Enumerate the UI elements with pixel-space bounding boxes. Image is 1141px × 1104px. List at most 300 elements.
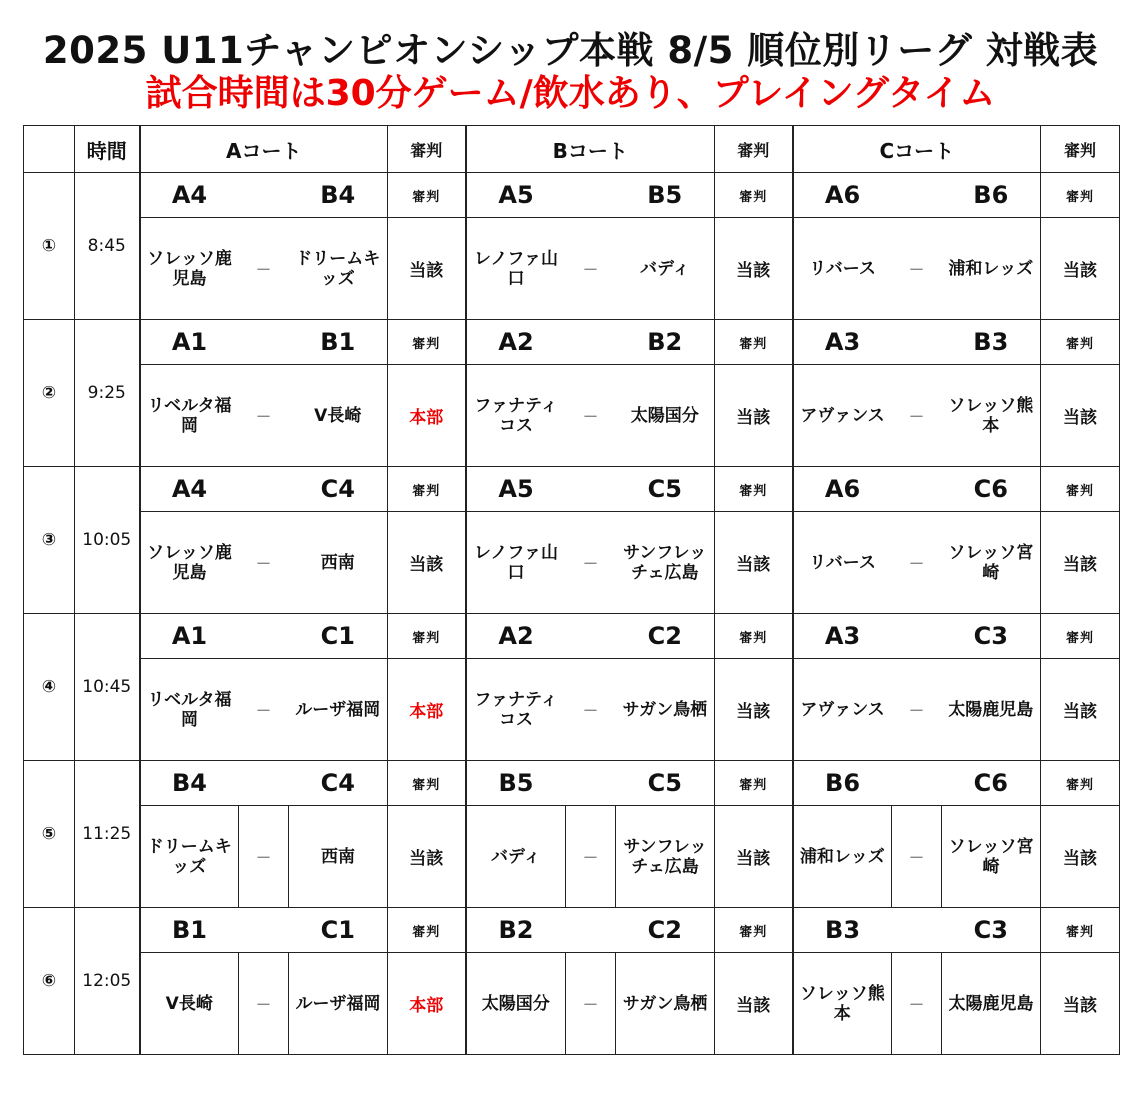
home-code-label: A3 <box>824 622 861 650</box>
away-team <box>616 365 715 467</box>
page-subtitle: 試合時間は30分ゲーム/飲水あり、プレイングタイム <box>145 73 996 114</box>
away-code <box>616 908 715 953</box>
versus-dash <box>892 218 942 320</box>
versus-dash-label: － <box>255 554 272 573</box>
versus-dash <box>566 365 616 467</box>
away-team-name: 浦和レッズ <box>948 258 1034 279</box>
round-number-label: ③ <box>41 530 57 550</box>
referee-label: 審判 <box>739 483 768 499</box>
home-code-label: B4 <box>172 769 207 797</box>
referee-assignment-label: 当該 <box>736 555 771 575</box>
away-team-name: サンフレッチェ広島 <box>623 836 707 877</box>
round-teams-row <box>24 953 1120 1055</box>
away-code-label: B1 <box>320 328 356 356</box>
versus-dash-label: － <box>908 554 925 573</box>
round-number-label: ⑥ <box>41 971 57 991</box>
away-team-name: 西南 <box>320 552 355 573</box>
away-team-name: 太陽鹿児島 <box>948 699 1034 720</box>
home-code-label: B3 <box>825 916 861 944</box>
home-code <box>793 320 892 365</box>
versus-dash <box>239 659 289 761</box>
round-codes-row <box>24 908 1120 953</box>
away-code <box>616 467 715 512</box>
away-code <box>942 467 1041 512</box>
home-code <box>466 467 566 512</box>
referee-label-cell <box>715 908 793 953</box>
away-code-label: B5 <box>647 181 683 209</box>
away-team <box>616 218 715 320</box>
versus-dash <box>566 218 616 320</box>
versus-dash-label: － <box>255 701 272 720</box>
home-team-name: アヴァンス <box>800 405 885 426</box>
referee-assignment-label: 当該 <box>409 849 444 869</box>
home-team <box>793 218 892 320</box>
code-spacer <box>892 467 942 512</box>
home-team <box>793 365 892 467</box>
header-round-cell <box>24 126 75 173</box>
versus-dash <box>239 512 289 614</box>
referee-assignment <box>388 365 466 467</box>
referee-label: 審判 <box>412 777 441 793</box>
versus-dash <box>566 659 616 761</box>
versus-dash <box>566 512 616 614</box>
versus-dash-label: － <box>908 995 925 1014</box>
versus-dash-label: － <box>908 701 925 720</box>
referee-label-cell <box>1041 173 1120 218</box>
referee-assignment-label: 当該 <box>1063 996 1098 1016</box>
away-code-label: C5 <box>647 769 682 797</box>
away-team <box>942 365 1041 467</box>
away-code <box>289 320 388 365</box>
home-team-name: 太陽国分 <box>481 993 550 1014</box>
home-team-name: V長崎 <box>165 993 213 1014</box>
away-code-label: C2 <box>647 916 682 944</box>
versus-dash-label: － <box>255 995 272 1014</box>
round-time-label: 11:25 <box>82 824 132 844</box>
referee-label: 審判 <box>412 336 441 352</box>
referee-label: 審判 <box>1066 777 1095 793</box>
away-team-name: 太陽鹿児島 <box>948 993 1034 1014</box>
code-spacer <box>892 908 942 953</box>
away-code <box>942 614 1041 659</box>
referee-assignment-label: 本部 <box>409 408 444 428</box>
referee-assignment-label: 当該 <box>1063 555 1098 575</box>
home-team-name: アヴァンス <box>800 699 885 720</box>
referee-label-cell <box>715 614 793 659</box>
away-team <box>289 953 388 1055</box>
round-time <box>75 761 140 908</box>
code-spacer <box>566 908 616 953</box>
away-team-name: サンフレッチェ広島 <box>623 542 707 583</box>
home-team <box>466 806 566 908</box>
versus-dash-label: － <box>582 995 599 1014</box>
round-teams-row <box>24 659 1120 761</box>
home-code-label: A1 <box>171 328 208 356</box>
code-spacer <box>239 173 289 218</box>
versus-dash <box>239 806 289 908</box>
round-number <box>24 320 75 467</box>
header-ref-b: 審判 <box>715 126 793 173</box>
home-team-name: レノファ山口 <box>474 542 558 583</box>
round-number <box>24 908 75 1055</box>
round-time <box>75 908 140 1055</box>
away-code-label: B2 <box>647 328 683 356</box>
versus-dash-label: － <box>908 407 925 426</box>
referee-assignment-label: 当該 <box>736 261 771 281</box>
versus-dash-label: － <box>255 848 272 867</box>
referee-assignment <box>715 365 793 467</box>
home-team-name: ソレッソ鹿児島 <box>147 542 232 583</box>
home-team <box>466 365 566 467</box>
away-team <box>942 806 1041 908</box>
away-code-label: C3 <box>973 622 1008 650</box>
referee-assignment-label: 当該 <box>409 261 444 281</box>
home-code <box>140 761 239 806</box>
home-team <box>140 218 239 320</box>
referee-assignment-label: 当該 <box>1063 849 1098 869</box>
round-time-label: 10:45 <box>82 677 132 697</box>
round-number <box>24 761 75 908</box>
home-code <box>793 761 892 806</box>
home-team <box>466 218 566 320</box>
code-spacer <box>566 173 616 218</box>
away-team <box>289 659 388 761</box>
referee-label: 審判 <box>1066 924 1095 940</box>
away-code-label: C1 <box>320 622 355 650</box>
versus-dash <box>566 953 616 1055</box>
home-team-name: リバース <box>809 552 876 573</box>
code-spacer <box>239 908 289 953</box>
referee-assignment-label: 当該 <box>736 408 771 428</box>
referee-label: 審判 <box>1066 189 1095 205</box>
round-number-label: ⑤ <box>41 824 57 844</box>
referee-label-cell <box>1041 908 1120 953</box>
round-teams-row <box>24 365 1120 467</box>
versus-dash-label: － <box>582 701 599 720</box>
home-code-label: A4 <box>171 475 208 503</box>
versus-dash-label: － <box>582 407 599 426</box>
page-title: 2025 U11チャンピオンシップ本戦 8/5 順位別リーグ 対戦表 <box>42 29 1099 72</box>
home-code-label: A2 <box>498 622 534 650</box>
referee-assignment-label: 当該 <box>1063 261 1098 281</box>
code-spacer <box>239 320 289 365</box>
referee-label-cell <box>1041 320 1120 365</box>
round-number-label: ④ <box>41 677 57 697</box>
referee-label: 審判 <box>739 189 768 205</box>
home-code-label: B5 <box>498 769 534 797</box>
home-team-name: リバース <box>809 258 876 279</box>
away-team <box>289 365 388 467</box>
away-team <box>289 512 388 614</box>
away-team <box>289 218 388 320</box>
home-code-label: A6 <box>824 181 861 209</box>
referee-label: 審判 <box>412 483 441 499</box>
code-spacer <box>566 761 616 806</box>
home-team-name: ソレッソ鹿児島 <box>147 248 232 289</box>
away-code <box>289 614 388 659</box>
referee-label: 審判 <box>739 336 768 352</box>
code-spacer <box>239 614 289 659</box>
versus-dash <box>239 953 289 1055</box>
home-team <box>140 365 239 467</box>
away-team <box>289 806 388 908</box>
home-team-name: ファナティコス <box>474 689 558 730</box>
referee-label: 審判 <box>1066 483 1095 499</box>
away-code-label: B3 <box>973 328 1009 356</box>
referee-assignment <box>388 512 466 614</box>
away-team-name: ルーザ福岡 <box>295 699 381 720</box>
round-number <box>24 467 75 614</box>
home-code-label: B6 <box>825 769 861 797</box>
away-team <box>616 512 715 614</box>
referee-label-cell <box>388 320 466 365</box>
round-number-label: ① <box>41 236 57 256</box>
home-code <box>466 761 566 806</box>
code-spacer <box>239 761 289 806</box>
away-team-name: 西南 <box>321 846 355 867</box>
schedule-table <box>23 125 1120 1055</box>
away-team-name: ソレッソ宮崎 <box>948 542 1034 583</box>
home-team-name: ファナティコス <box>474 395 558 436</box>
away-team <box>942 953 1041 1055</box>
referee-assignment-label: 当該 <box>1063 408 1098 428</box>
referee-label: 審判 <box>739 924 768 940</box>
away-team-name: サガン鳥栖 <box>622 699 708 720</box>
versus-dash-label: － <box>908 848 925 867</box>
round-number-label: ② <box>41 383 57 403</box>
home-code <box>140 614 239 659</box>
home-code-label: A6 <box>824 475 861 503</box>
referee-label: 審判 <box>1066 630 1095 646</box>
home-code-label: A3 <box>824 328 861 356</box>
referee-label-cell <box>715 761 793 806</box>
round-time-label: 8:45 <box>87 236 126 256</box>
away-team-name: V長崎 <box>314 405 362 426</box>
header-court-a: Aコート <box>140 126 388 173</box>
referee-assignment-label: 当該 <box>736 702 771 722</box>
away-team-name: ソレッソ熊本 <box>948 395 1034 436</box>
away-team-name: ドリームキッズ <box>295 248 381 289</box>
away-code-label: C3 <box>973 916 1008 944</box>
round-time <box>75 467 140 614</box>
home-code-label: A1 <box>171 622 208 650</box>
away-team-name: ルーザ福岡 <box>295 993 381 1014</box>
home-team-name: レノファ山口 <box>474 248 558 289</box>
round-codes-row <box>24 173 1120 218</box>
home-code <box>793 908 892 953</box>
home-code <box>793 614 892 659</box>
home-team <box>140 806 239 908</box>
away-code-label: C5 <box>647 475 682 503</box>
referee-assignment <box>1041 806 1120 908</box>
referee-label-cell <box>1041 761 1120 806</box>
referee-label-cell <box>388 614 466 659</box>
header-court-c: Cコート <box>793 126 1041 173</box>
referee-assignment <box>388 659 466 761</box>
away-team <box>616 953 715 1055</box>
referee-label-cell <box>715 320 793 365</box>
home-team-name: リベルタ福岡 <box>147 395 232 436</box>
referee-assignment-label: 当該 <box>1063 702 1098 722</box>
header-row <box>24 126 1120 173</box>
away-code-label: C2 <box>647 622 682 650</box>
home-team-name: 浦和レッズ <box>799 846 885 867</box>
code-spacer <box>892 614 942 659</box>
round-number <box>24 173 75 320</box>
round-codes-row <box>24 320 1120 365</box>
home-team-name: ドリームキッズ <box>146 836 232 877</box>
referee-label-cell <box>388 467 466 512</box>
referee-assignment <box>715 659 793 761</box>
referee-label: 審判 <box>412 924 441 940</box>
round-time-label: 10:05 <box>82 530 132 550</box>
home-team <box>793 512 892 614</box>
home-team <box>793 953 892 1055</box>
away-code <box>942 320 1041 365</box>
referee-assignment-label: 本部 <box>409 996 444 1016</box>
away-code-label: C6 <box>973 475 1008 503</box>
away-code <box>616 320 715 365</box>
round-number <box>24 614 75 761</box>
referee-label-cell <box>715 173 793 218</box>
home-code <box>466 173 566 218</box>
referee-label: 審判 <box>412 189 441 205</box>
versus-dash <box>892 512 942 614</box>
home-team <box>140 953 239 1055</box>
home-team-name: バディ <box>490 846 541 867</box>
referee-assignment <box>1041 218 1120 320</box>
home-team <box>140 512 239 614</box>
away-code <box>616 173 715 218</box>
code-spacer <box>239 467 289 512</box>
versus-dash <box>892 659 942 761</box>
home-code-label: A4 <box>171 181 208 209</box>
versus-dash-label: － <box>908 260 925 279</box>
home-code <box>466 908 566 953</box>
referee-assignment <box>715 953 793 1055</box>
away-team <box>942 659 1041 761</box>
referee-assignment-label: 当該 <box>736 996 771 1016</box>
home-code <box>793 467 892 512</box>
away-code <box>616 614 715 659</box>
home-code-label: B1 <box>172 916 207 944</box>
round-time <box>75 320 140 467</box>
versus-dash <box>892 365 942 467</box>
away-code <box>942 173 1041 218</box>
code-spacer <box>892 173 942 218</box>
home-team <box>793 659 892 761</box>
home-team <box>793 806 892 908</box>
away-code-label: C6 <box>973 769 1008 797</box>
referee-assignment <box>1041 659 1120 761</box>
home-code <box>466 320 566 365</box>
round-time-label: 9:25 <box>87 383 126 403</box>
referee-label: 審判 <box>739 630 768 646</box>
versus-dash <box>239 218 289 320</box>
away-code-label: C1 <box>320 916 355 944</box>
round-time-label: 12:05 <box>82 971 132 991</box>
away-code <box>289 467 388 512</box>
versus-dash-label: － <box>255 407 272 426</box>
referee-label-cell <box>388 173 466 218</box>
home-team-name: ソレッソ熊本 <box>799 983 885 1024</box>
away-team <box>616 659 715 761</box>
referee-label: 審判 <box>1066 336 1095 352</box>
referee-assignment-label: 当該 <box>736 849 771 869</box>
referee-label-cell <box>1041 614 1120 659</box>
header-ref-c: 審判 <box>1041 126 1120 173</box>
referee-assignment <box>388 806 466 908</box>
away-team-name: ソレッソ宮崎 <box>948 836 1034 877</box>
away-team-name: バディ <box>639 258 690 279</box>
referee-assignment <box>715 218 793 320</box>
referee-assignment <box>715 806 793 908</box>
home-code <box>140 173 239 218</box>
away-team <box>942 512 1041 614</box>
referee-assignment <box>388 218 466 320</box>
away-code-label: B4 <box>320 181 356 209</box>
away-code <box>616 761 715 806</box>
home-code <box>140 467 239 512</box>
home-code-label: B2 <box>498 916 534 944</box>
versus-dash-label: － <box>582 260 599 279</box>
referee-label-cell <box>388 761 466 806</box>
code-spacer <box>566 467 616 512</box>
header-ref-a: 審判 <box>388 126 466 173</box>
referee-assignment <box>1041 365 1120 467</box>
versus-dash <box>892 953 942 1055</box>
versus-dash <box>892 806 942 908</box>
referee-label-cell <box>715 467 793 512</box>
away-team <box>616 806 715 908</box>
home-code <box>140 908 239 953</box>
away-code-label: C4 <box>320 475 355 503</box>
header-court-b: Bコート <box>466 126 715 173</box>
home-team <box>140 659 239 761</box>
round-codes-row <box>24 467 1120 512</box>
referee-label-cell <box>1041 467 1120 512</box>
versus-dash <box>566 806 616 908</box>
home-code <box>466 614 566 659</box>
home-code <box>140 320 239 365</box>
referee-label: 審判 <box>412 630 441 646</box>
referee-label: 審判 <box>739 777 768 793</box>
round-codes-row <box>24 761 1120 806</box>
round-teams-row <box>24 806 1120 908</box>
referee-assignment-label: 当該 <box>409 555 444 575</box>
away-code <box>942 761 1041 806</box>
home-team-name: リベルタ福岡 <box>147 689 232 730</box>
away-code <box>289 173 388 218</box>
referee-assignment <box>1041 512 1120 614</box>
away-code <box>289 908 388 953</box>
home-code <box>793 173 892 218</box>
home-code-label: A2 <box>498 328 534 356</box>
versus-dash <box>239 365 289 467</box>
away-code-label: B6 <box>973 181 1009 209</box>
home-team <box>466 659 566 761</box>
home-code-label: A5 <box>498 475 534 503</box>
away-code <box>942 908 1041 953</box>
away-team <box>942 218 1041 320</box>
round-time <box>75 614 140 761</box>
referee-assignment <box>715 512 793 614</box>
away-code-label: C4 <box>320 769 355 797</box>
round-time <box>75 173 140 320</box>
referee-assignment <box>1041 953 1120 1055</box>
home-team <box>466 953 566 1055</box>
versus-dash-label: － <box>582 848 599 867</box>
